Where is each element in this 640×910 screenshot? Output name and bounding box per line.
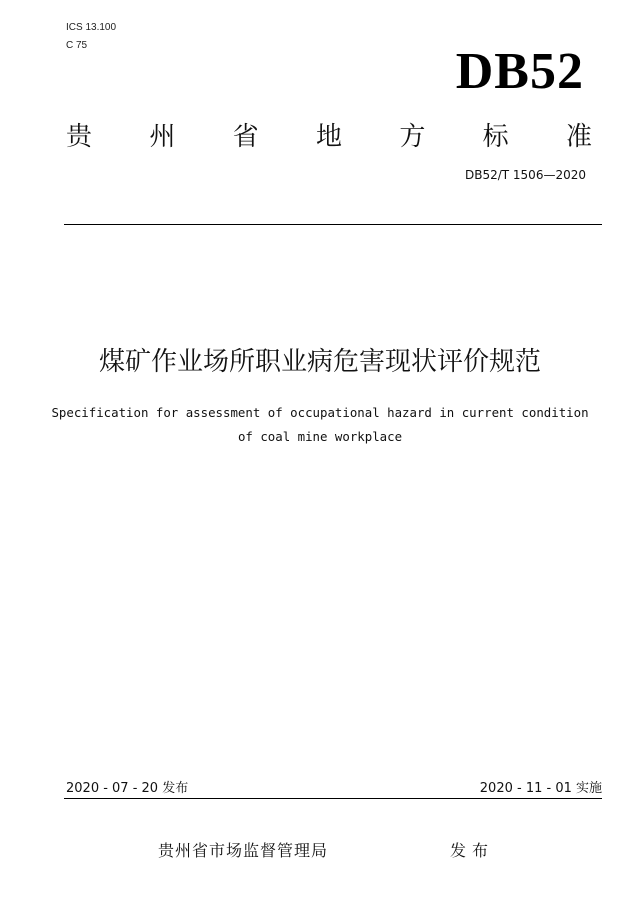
bottom-divider — [64, 798, 602, 799]
ccs-code: C 75 — [66, 40, 88, 51]
publisher-name: 贵州省市场监督管理局 — [158, 841, 329, 860]
english-title-line-1: Specification for assessment of occupational hazard in current condition — [51, 405, 589, 420]
standard-type-char: 省 — [232, 121, 259, 152]
chinese-title: 煤矿作业场所职业病危害现状评价规范 — [98, 347, 541, 377]
standard-number: DB52/T 1506—2020 — [464, 168, 586, 182]
standard-type-char: 标 — [482, 121, 509, 152]
publish-label: 发布 — [450, 841, 495, 860]
standard-type-char: 贵 — [66, 121, 93, 152]
db-code-logo: DB52 — [455, 43, 584, 100]
issue-date: 2020 - 07 - 20 发布 — [66, 781, 189, 796]
top-divider — [64, 224, 602, 225]
standard-type-char: 方 — [399, 121, 426, 152]
implementation-date: 2020 - 11 - 01 实施 — [479, 781, 602, 796]
ics-code: ICS 13.100 — [66, 22, 117, 33]
standard-type-char: 地 — [315, 121, 342, 152]
english-title-line-2: of coal mine workplace — [237, 429, 403, 444]
standard-type-heading — [66, 114, 592, 154]
standard-type-char: 州 — [149, 121, 176, 152]
standard-type-char: 准 — [565, 121, 592, 152]
